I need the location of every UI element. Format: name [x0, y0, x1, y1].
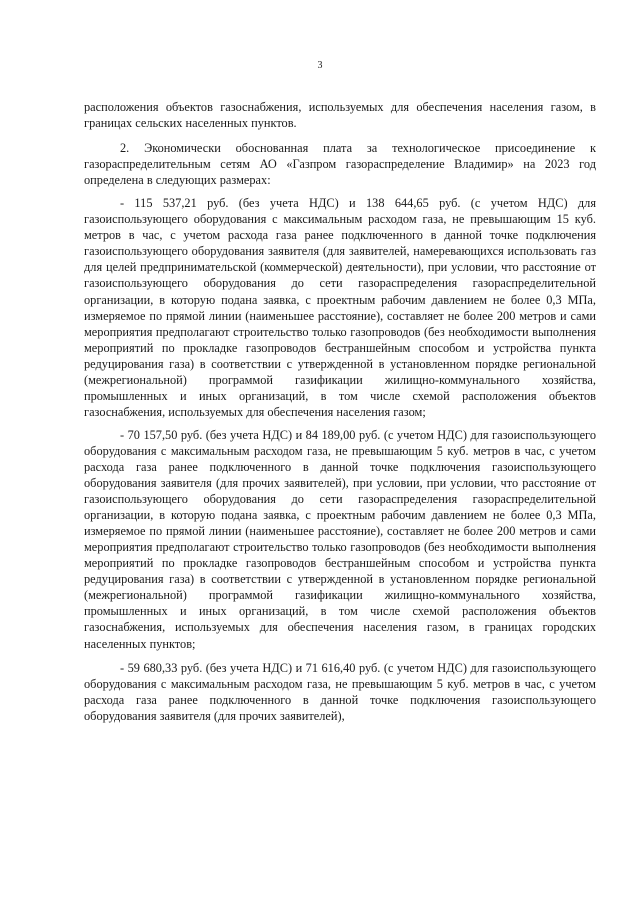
tariff-item-urban-5m3: - 70 157,50 руб. (без учета НДС) и 84 189,00 руб. (с учетом НДС) для газоиспользующего оборудования с максимальным расходом газа, не превышающим 5 куб. метров в час, с учетом расхода газа ранее подключенного в данной точке подключения газоиспользующего оборудования заявителя (для прочих заявителей), при условии, при условии, что расстояние от газоиспользующего оборудования до сети газораспределения газораспределительной организации, в которую подана заявка, с проектным рабочим давлением не более 0,3 МПа, измеряемое по прямой линии (наименьшее расстояние), составляет не более 200 метров и сами мероприятия предполагают строительство только газопроводов (без необходимости выполнения мероприятий по прокладке газопроводов бестраншейным способом и устройства пункта редуцирования газа) в соответствии с утвержденной в установленном порядке региональной (межрегиональной) программой газификации жилищно-коммунального хозяйства, промышленных и иных организаций, в том числе схемой расположения объектов газоснабжения, используемых для обеспечения населения газом, в границах городских населенных пунктов; — [84, 427, 596, 651]
paragraph-item-2: 2. Экономически обоснованная плата за технологическое присоединение к газораспределительным сетям АО «Газпром газораспределение Владимир» на 2023 год определена в следующих размерах: — [84, 141, 596, 188]
document-body — [84, 99, 596, 724]
page-number: 3 — [317, 60, 323, 71]
tariff-item-commercial-15m3: - 115 537,21 руб. (без учета НДС) и 138 644,65 руб. (с учетом НДС) для газоиспользующего оборудования с максимальным расходом газа, не превышающим 15 куб. метров в час, с учетом расхода газа ранее подключенного в данной точке подключения газоиспользующего оборудования заявителя (для заявителей, намеревающихся использовать газ для целей предпринимательской (коммерческой) деятельности), при условии, что расстояние от газоиспользующего оборудования до сети газораспределения газораспределительной организации, в которую подана заявка, с проектным рабочим давлением не более 0,3 МПа, измеряемое по прямой линии (наименьшее расстояние), составляет не более 200 метров и сами мероприятия предполагают строительство только газопроводов (без необходимости выполнения мероприятий по прокладке газопроводов бестраншейным способом и устройства пункта редуцирования газа) в соответствии с утвержденной в установленном порядке региональной (межрегиональной) программой газификации жилищно-коммунального хозяйства, промышленных и иных организаций, в том числе схемой расположения объектов газоснабжения, используемых для обеспечения населения газом; — [84, 196, 596, 419]
paragraph-continuation: расположения объектов газоснабжения, используемых для обеспечения населения газом, в границах сельских населенных пунктов. — [84, 100, 596, 131]
tariff-item-5m3-partial: - 59 680,33 руб. (без учета НДС) и 71 616,40 руб. (с учетом НДС) для газоиспользующего оборудования с максимальным расходом газа, не превышающим 5 куб. метров в час, с учетом расхода газа ранее подключенного в данной точке подключения газоиспользующего оборудования заявителя (для прочих заявителей), — [84, 660, 596, 723]
